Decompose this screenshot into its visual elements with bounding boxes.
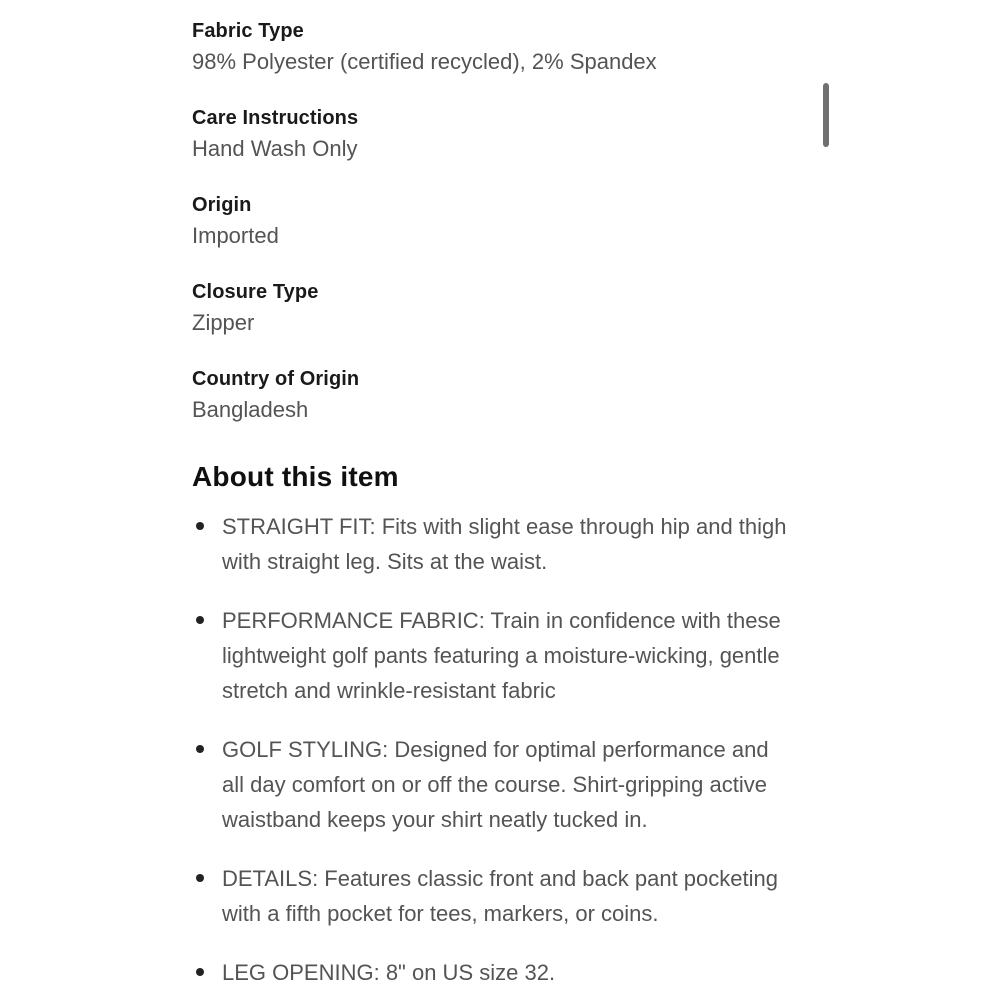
product-details-section — [192, 16, 792, 1000]
detail-row-care-instructions — [192, 103, 792, 164]
detail-label: Fabric Type — [192, 20, 304, 42]
about-bullet-leg-opening: LEG OPENING: 8" on US size 32. — [192, 955, 790, 990]
detail-row-origin — [192, 190, 792, 251]
detail-label: Closure Type — [192, 281, 319, 303]
vertical-scrollbar-thumb[interactable] — [823, 83, 829, 147]
detail-row-fabric-type — [192, 16, 792, 77]
detail-value: Bangladesh — [192, 397, 309, 422]
about-bullet-performance-fabric: PERFORMANCE FABRIC: Train in confidence with these lightweight golf pants featuring a moisture-wicking, gentle stretch and wrinkle-resistant fabric — [192, 603, 790, 708]
detail-row-closure-type — [192, 277, 792, 338]
about-bullet-list — [192, 509, 790, 990]
detail-value: 98% Polyester (certified recycled), 2% Spandex — [192, 49, 657, 74]
detail-value: Hand Wash Only — [192, 136, 358, 161]
detail-row-country-of-origin — [192, 364, 792, 425]
detail-label: Care Instructions — [192, 107, 359, 129]
about-this-item-heading: About this item — [192, 461, 399, 492]
detail-label: Origin — [192, 194, 252, 216]
about-bullet-golf-styling: GOLF STYLING: Designed for optimal performance and all day comfort on or off the course. Shirt-gripping active waistband keeps your shirt neatly tucked in. — [192, 732, 790, 837]
detail-value: Imported — [192, 223, 279, 248]
detail-value: Zipper — [192, 310, 255, 335]
about-bullet-details: DETAILS: Features classic front and back pant pocketing with a fifth pocket for tees, markers, or coins. — [192, 861, 790, 931]
about-bullet-straight-fit: STRAIGHT FIT: Fits with slight ease through hip and thigh with straight leg. Sits at the waist. — [192, 509, 790, 579]
detail-label: Country of Origin — [192, 368, 360, 390]
